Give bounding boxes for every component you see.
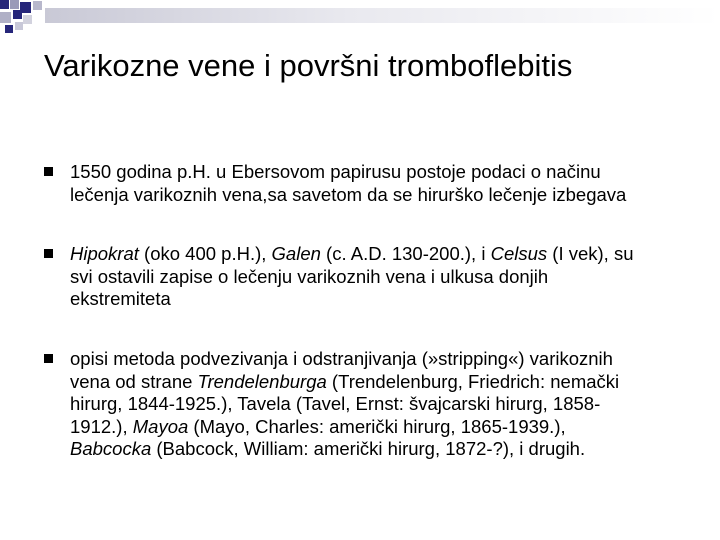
text-segment: ekstremiteta	[70, 288, 171, 309]
bullet-text	[70, 161, 690, 206]
text-segment: (I vek), su	[547, 243, 634, 264]
slide-title: Varikozne vene i površni tromboflebitis	[44, 48, 573, 83]
text-segment: (oko 400 p.H.),	[138, 243, 272, 264]
square-bullet-icon	[44, 167, 53, 176]
italic-name: Babcocka	[70, 438, 152, 459]
bullet-line	[70, 266, 690, 289]
text-segment: (Mayo, Charles: američki hirurg, 1865-1939.),	[188, 415, 566, 437]
square-bullet-icon	[44, 249, 53, 258]
text-segment: lečenja varikoznih vena,sa savetom da se hirurško lečenje izbegava	[70, 183, 627, 205]
bullet-line	[70, 438, 690, 461]
text-segment: hirurg, 1844-1925.), Tavela (Tavel, Ernst: švajcarski hirurg, 1858-	[70, 393, 601, 414]
text-segment: svi ostavili zapise o lečenju varikoznih vena i ulkusa donjih	[70, 265, 549, 287]
bullet-line	[70, 348, 690, 371]
text-segment: (Trendelenburg, Friedrich: nemački	[326, 370, 620, 392]
bullet-line	[70, 371, 690, 394]
bullet-line	[70, 288, 690, 311]
text-segment: 1550 godina p.H. u Ebersovom papirusu postoje podaci o načinu	[70, 161, 601, 182]
italic-name: Trendelenburga	[197, 370, 327, 392]
text-segment: 1912.),	[70, 415, 133, 437]
italic-name: Galen	[271, 243, 321, 264]
bullet-line	[70, 184, 690, 207]
bullet-line	[70, 416, 690, 439]
text-segment: (Babcock, William: američki hirurg, 1872-?), i drugih.	[151, 438, 586, 459]
italic-name: Mayoa	[132, 415, 189, 437]
bullet-line	[70, 393, 690, 416]
text-segment: vena od strane	[70, 370, 198, 392]
italic-name: Celsus	[490, 243, 548, 264]
bullet-line	[70, 243, 690, 266]
text-segment: opisi metoda podvezivanja i odstranjivanja (»stripping«) varikoznih	[70, 348, 613, 369]
italic-name: Hipokrat	[70, 243, 139, 264]
bullet-text	[70, 348, 690, 461]
bullet-text	[70, 243, 690, 311]
bullet-line	[70, 161, 690, 184]
square-bullet-icon	[44, 354, 53, 363]
text-segment: (c. A.D. 130-200.), i	[320, 243, 491, 264]
